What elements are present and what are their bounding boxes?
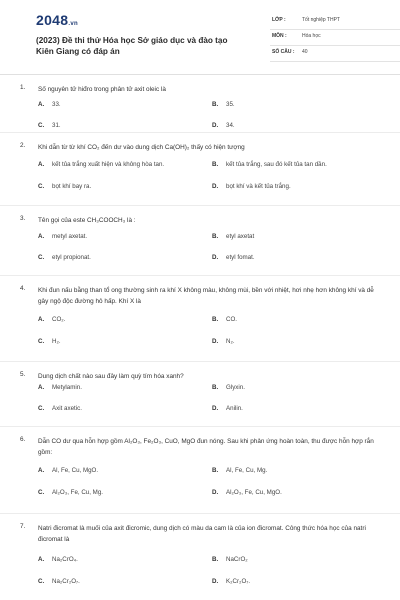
question-text: Dung dịch chất nào sau đây làm quỳ tím hóa xanh? [38,373,184,380]
question-list [0,75,400,600]
question-text: Khi dẫn từ từ khí CO₂ đến dư vào dung dịch Ca(OH)₂ thấy có hiện tượng [38,144,245,151]
option-letter: D. [212,578,219,585]
exam-title: (2023) Đề thi thử Hóa học Sở giáo dục và đào tạo Kiên Giang có đáp án [36,36,228,56]
option-letter: D. [212,338,219,345]
option-text: 33. [52,101,61,108]
option-letter: D. [212,183,219,190]
answer-option[interactable] [212,254,255,261]
option-letter: B. [212,384,219,391]
option-letter: C. [38,338,45,345]
option-text: etyl fomat. [226,254,255,261]
option-text: kết tủa trắng xuất hiện và không hòa tan. [52,161,165,168]
answer-option[interactable] [212,578,250,585]
option-letter: D. [212,489,219,496]
option-text: bọt khí và kết tủa trắng. [226,183,291,190]
answer-option[interactable] [212,556,248,563]
option-text: Na₂CrO₄. [52,556,78,563]
option-text: Na₂Cr₂O₇. [52,578,80,585]
option-letter: B. [212,467,219,474]
option-letter: A. [38,316,45,323]
answer-option[interactable] [38,338,61,345]
option-text: Al₂O₃, Fe, Cu, MgO. [226,489,282,496]
question-number: 2. [20,142,26,149]
answer-option[interactable] [38,122,61,129]
answer-option[interactable] [212,122,235,129]
answer-option[interactable] [38,101,61,108]
option-text: Al, Fe, Cu, Mg. [226,467,268,474]
answer-option[interactable] [38,405,82,412]
question-number: 1. [20,84,26,91]
meta-value: Hóa học [302,33,321,39]
question-text: Số nguyên tử hiđro trong phân tử axit oleic là [38,86,166,93]
question-item [0,362,400,427]
answer-option[interactable] [38,183,91,190]
meta-value: 40 [302,49,308,55]
question-text: Khi đun nấu bằng than tổ ong thường sinh ra khí X không màu, không mùi, bền với nhiệt, hơi nhẹ hơn không khí và dễ gây ngộ độc đường hô hấp. Khí X là [38,287,374,305]
question-text: Natri đicromat là muối của axit đicromic, dung dịch có màu da cam là của ion đicromat. Công thức hóa học của natri đicromat là [38,525,366,543]
site-logo[interactable] [36,12,78,28]
answer-option[interactable] [212,233,254,240]
option-text: kết tủa trắng, sau đó kết tủa tan dần. [226,161,327,168]
option-letter: C. [38,489,45,496]
option-letter: B. [212,161,219,168]
option-letter: D. [212,122,219,129]
question-number: 7. [20,523,26,530]
meta-row-count [270,46,400,62]
option-letter: B. [212,233,219,240]
meta-row-class [270,14,400,30]
answer-option[interactable] [38,254,91,261]
option-text: Anilin. [226,405,243,412]
option-letter: C. [38,405,45,412]
answer-option[interactable] [212,183,291,190]
option-text: Glyxin. [226,384,245,391]
answer-option[interactable] [38,233,87,240]
question-number: 3. [20,215,26,222]
option-text: 35. [226,101,235,108]
option-letter: D. [212,254,219,261]
question-number: 6. [20,436,26,443]
answer-option[interactable] [212,467,267,474]
answer-option[interactable] [38,556,78,563]
option-text: Al, Fe, Cu, MgO. [52,467,99,474]
option-letter: A. [38,467,45,474]
option-text: 31. [52,122,61,129]
option-letter: A. [38,101,45,108]
answer-option[interactable] [38,467,98,474]
option-letter: A. [38,233,45,240]
answer-option[interactable] [38,316,65,323]
option-letter: C. [38,183,45,190]
answer-option[interactable] [38,161,164,168]
option-text: etyl axetat [226,233,255,240]
option-letter: A. [38,556,45,563]
answer-option[interactable] [38,578,80,585]
option-text: etyl propionat. [52,254,91,261]
option-letter: C. [38,254,45,261]
question-item [0,514,400,600]
answer-option[interactable] [212,316,237,323]
meta-value: Tốt nghiệp THPT [302,17,340,23]
question-item [0,427,400,514]
meta-label: LỚP : [272,17,286,23]
meta-row-subject [270,30,400,46]
option-text: CO. [226,316,238,323]
question-number: 5. [20,371,26,378]
answer-option[interactable] [212,101,235,108]
exam-meta [270,14,400,62]
question-item [0,75,400,133]
option-text: Metylamin. [52,384,82,391]
meta-label: MÔN : [272,33,287,39]
answer-option[interactable] [212,338,235,345]
question-text: Dẫn CO dư qua hỗn hợp gồm Al₂O₃, Fe₂O₃, CuO, MgO đun nóng. Sau khi phản ứng hoàn toàn, thu được hỗn hợp rắn gồm: [38,438,374,456]
option-text: 34. [226,122,235,129]
question-text: Tên gọi của este CH₃COOCH₃ là : [38,217,136,224]
question-item [0,206,400,276]
question-item [0,276,400,362]
page-header [18,0,382,72]
option-letter: C. [38,578,45,585]
answer-option[interactable] [38,384,82,391]
option-text: Axit axetic. [52,405,82,412]
option-letter: A. [38,384,45,391]
option-letter: D. [212,405,219,412]
meta-label: SỐ CÂU : [272,49,295,55]
logo-text: 2048 [36,12,69,28]
answer-option[interactable] [212,161,327,168]
option-text: Al₂O₃, Fe, Cu, Mg. [52,489,103,496]
option-letter: B. [212,556,219,563]
question-item [0,133,400,206]
option-text: bọt khí bay ra. [52,183,92,190]
option-letter: C. [38,122,45,129]
answer-option[interactable] [38,489,103,496]
option-text: metyl axetat. [52,233,88,240]
option-letter: B. [212,316,219,323]
option-text: NaCrO₂ [226,556,248,563]
answer-option[interactable] [212,489,282,496]
option-letter: B. [212,101,219,108]
option-text: N₂. [226,338,235,345]
logo-suffix: .vn [68,21,78,27]
answer-option[interactable] [212,405,243,412]
option-text: K₂Cr₂O₇. [226,578,251,585]
option-text: H₂. [52,338,61,345]
question-number: 4. [20,285,26,292]
answer-option[interactable] [212,384,245,391]
option-letter: A. [38,161,45,168]
option-text: CO₂. [52,316,66,323]
